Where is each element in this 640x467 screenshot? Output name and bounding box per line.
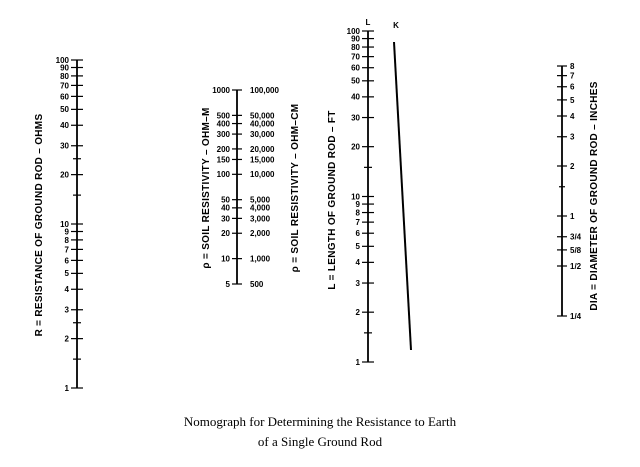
resistance-tick-label: 4	[64, 285, 69, 295]
resistance-tick-label: 20	[60, 170, 69, 180]
soil-resistivity-ohm-cm-tick-label: 5,000	[250, 195, 271, 205]
soil-resistivity-ohm-cm-tick-label: 3,000	[250, 214, 271, 224]
resistance-tick-label: 5	[64, 269, 69, 279]
soil-resistivity-ohm-m-tick-label: 100	[216, 170, 230, 180]
soil-resistivity-scale	[201, 86, 301, 289]
length-tick-label: 20	[351, 142, 360, 152]
length-tick-label: 10	[351, 192, 360, 202]
soil-resistivity-ohm-m-tick-label: 40	[221, 203, 230, 213]
resistance-tick-marks	[56, 56, 83, 393]
soil-resistivity-ohm-cm-tick-label: 40,000	[250, 119, 275, 129]
resistance-tick-label: 7	[64, 245, 69, 255]
length-tick-label: 6	[355, 229, 360, 239]
diameter-tick-label: 5	[570, 95, 575, 105]
soil-resistivity-ohm-m-tick-label: 200	[216, 144, 230, 154]
length-tick-label: 4	[355, 258, 360, 268]
soil-resistivity-ohm-m-tick-label: 50	[221, 195, 230, 205]
soil-resistivity-ohm-cm-label: ρ = SOIL RESISTIVITY – OHM–CM	[290, 103, 301, 273]
diameter-tick-label: 6	[570, 82, 575, 92]
length-tick-label: 100	[346, 26, 360, 36]
k-line	[394, 42, 411, 350]
length-tick-label: 70	[351, 52, 360, 62]
caption-line-1: Nomograph for Determining the Resistance to Earth	[183, 414, 457, 429]
resistance-tick-label: 2	[64, 334, 69, 344]
length-tick-label: 5	[355, 242, 360, 252]
length-tick-label: 40	[351, 92, 360, 102]
soil-resistivity-ohm-m-tick-label: 400	[216, 119, 230, 129]
length-scale	[327, 18, 374, 367]
diameter-tick-label: 3/4	[570, 232, 582, 242]
length-letter: L	[365, 18, 371, 27]
diameter-tick-label: 4	[570, 111, 575, 121]
diameter-tick-label: 1/4	[570, 311, 582, 321]
resistance-scale	[34, 56, 83, 393]
resistance-tick-label: 80	[60, 71, 69, 81]
soil-resistivity-ohm-m-tick-label: 1000	[212, 85, 230, 95]
figure-caption	[0, 412, 640, 452]
resistance-tick-label: 1	[64, 383, 69, 393]
soil-resistivity-ohm-m-tick-label: 5	[225, 279, 230, 289]
soil-resistivity-ohm-m-label: ρ = SOIL RESISTIVITY – OHM–M	[201, 107, 212, 269]
soil-resistivity-ohm-cm-tick-label: 10,000	[250, 170, 275, 180]
soil-resistivity-ohm-cm-tick-label: 50,000	[250, 111, 275, 121]
diameter-tick-label: 1/2	[570, 261, 582, 271]
soil-resistivity-ohm-cm-tick-label: 20,000	[250, 144, 275, 154]
resistance-tick-label: 50	[60, 105, 69, 115]
soil-resistivity-ohm-cm-tick-label: 500	[250, 279, 264, 289]
diameter-tick-marks	[557, 62, 582, 321]
soil-resistivity-ohm-m-tick-label: 300	[216, 129, 230, 139]
k-turning-line	[393, 21, 411, 350]
length-tick-label: 3	[355, 278, 360, 288]
diameter-tick-label: 2	[570, 161, 575, 171]
resistance-scale-label: R = RESISTANCE OF GROUND ROD – OHMS	[34, 113, 45, 337]
length-scale-label: L = LENGTH OF GROUND ROD – FT	[327, 110, 338, 290]
resistance-tick-label: 70	[60, 81, 69, 91]
length-tick-label: 90	[351, 34, 360, 44]
length-tick-label: 80	[351, 42, 360, 52]
diameter-tick-label: 8	[570, 61, 575, 71]
soil-resistivity-tick-marks	[212, 86, 279, 289]
soil-resistivity-ohm-m-tick-label: 10	[221, 254, 230, 264]
soil-resistivity-ohm-cm-tick-label: 100,000	[250, 85, 279, 95]
resistance-tick-label: 100	[55, 55, 69, 65]
length-tick-label: 1	[355, 357, 360, 367]
diameter-tick-label: 5/8	[570, 245, 582, 255]
resistance-tick-label: 10	[60, 219, 69, 229]
length-tick-label: 30	[351, 113, 360, 123]
diameter-tick-label: 3	[570, 132, 575, 142]
resistance-tick-label: 40	[60, 121, 69, 131]
resistance-tick-label: 6	[64, 256, 69, 266]
resistance-tick-label: 60	[60, 92, 69, 102]
soil-resistivity-ohm-m-tick-label: 150	[216, 155, 230, 165]
soil-resistivity-ohm-cm-tick-label: 30,000	[250, 129, 275, 139]
diameter-scale	[557, 62, 600, 321]
resistance-tick-label: 3	[64, 305, 69, 315]
k-letter: K	[393, 21, 399, 30]
diameter-tick-label: 1	[570, 211, 575, 221]
length-tick-label: 9	[355, 199, 360, 209]
soil-resistivity-ohm-m-tick-label: 20	[221, 229, 230, 239]
length-tick-label: 8	[355, 208, 360, 218]
soil-resistivity-ohm-cm-tick-label: 1,000	[250, 254, 271, 264]
diameter-scale-label: DIA = DIAMETER OF GROUND ROD – INCHES	[589, 81, 600, 311]
length-tick-marks	[347, 27, 374, 367]
resistance-tick-label: 30	[60, 141, 69, 151]
soil-resistivity-ohm-cm-tick-label: 2,000	[250, 229, 271, 239]
length-tick-label: 50	[351, 76, 360, 86]
soil-resistivity-ohm-cm-tick-label: 4,000	[250, 203, 271, 213]
soil-resistivity-ohm-m-tick-label: 500	[216, 111, 230, 121]
length-tick-label: 60	[351, 63, 360, 73]
resistance-tick-label: 90	[60, 63, 69, 73]
length-tick-label: 7	[355, 218, 360, 228]
resistance-tick-label: 9	[64, 227, 69, 237]
soil-resistivity-ohm-m-tick-label: 30	[221, 214, 230, 224]
resistance-tick-label: 8	[64, 235, 69, 245]
soil-resistivity-ohm-cm-tick-label: 15,000	[250, 155, 275, 165]
diameter-tick-label: 7	[570, 71, 575, 81]
length-tick-label: 2	[355, 308, 360, 318]
caption-line-2: of a Single Ground Rod	[257, 434, 383, 449]
